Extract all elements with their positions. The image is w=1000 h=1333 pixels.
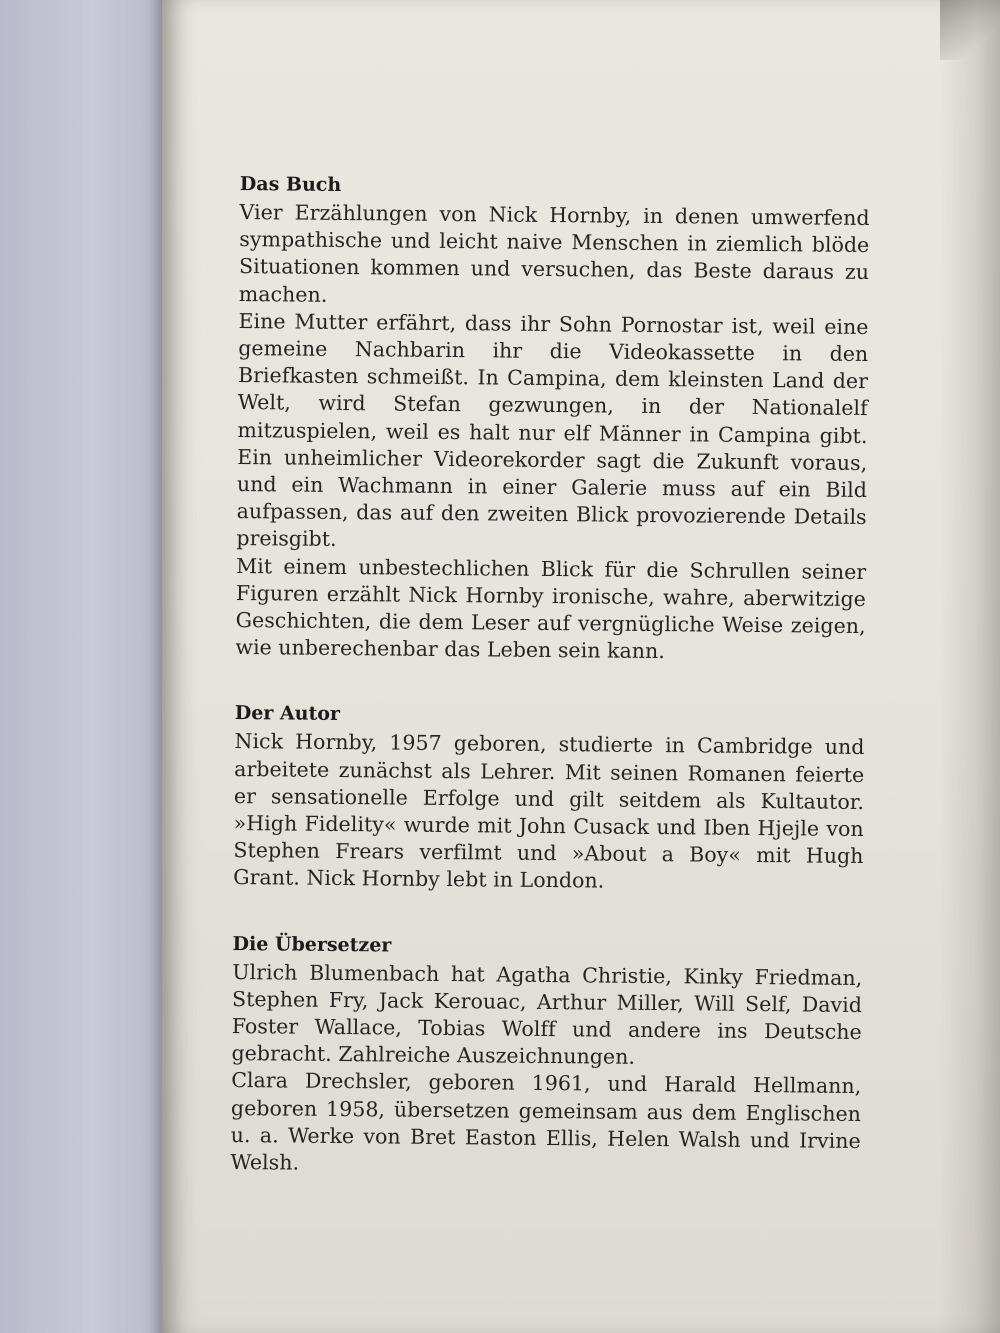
- section-heading: Der Autor: [234, 702, 341, 726]
- section-der-autor: [233, 699, 865, 897]
- section-paragraph: Ulrich Blumenbach hat Agatha Christie, Kinky Friedman, Stephen Fry, Jack Kerouac, Arthur Miller, Will Self, David Foster Wallace, Tobias Wolff und andere ins Deutsche gebracht. Zahlreiche Auszeichnungen.: [231, 959, 863, 1070]
- section-paragraph: Mit einem unbestechlichen Blick für die Schrullen seiner Figuren erzählt Nick Hornby ironische, wahre, aberwitzige Geschichten, die dem Leser auf vergnügliche Weise zeigen, wie unberechenbar das Leben sein kann.: [235, 553, 867, 664]
- section-paragraph: Eine Mutter erfährt, dass ihr Sohn Pornostar ist, weil eine gemeine Nachbarin ihr die Videokassette in den Briefkasten schmeißt. In Campina, dem kleinsten Land der Welt, wird Stefan gezwungen, in der Nationalelf mitzuspielen, weil es halt nur elf Männer in Campina gibt. Ein unheimlicher Videorekorder sagt die Zukunft voraus, und ein Wachmann in einer Galerie muss auf ein Bild aufpassen, das auf den zweiten Blick provozierende Details preisgibt.: [236, 308, 869, 552]
- left-page-blank: [0, 0, 168, 1333]
- section-heading: Das Buch: [239, 172, 342, 196]
- section-heading: Die Übersetzer: [232, 932, 392, 957]
- corner-shadow: [940, 0, 1000, 60]
- section-die-uebersetzer: [230, 930, 862, 1183]
- page-edge-shadow: [940, 0, 1000, 1333]
- page-text: [230, 170, 870, 1220]
- section-das-buch: [235, 170, 870, 667]
- section-paragraph: Nick Hornby, 1957 geboren, studierte in Cambridge und arbeitete zunächst als Lehrer. Mit seinen Romanen feierte er sensationelle Erfolge und gilt seitdem als Kultautor. »High Fidelity« wurde mit John Cusack und Iben Hjejle von Stephen Frears verfilmt und »About a Boy« mit Hugh Grant. Nick Hornby lebt in London.: [233, 729, 865, 893]
- section-paragraph: Vier Erzählungen von Nick Hornby, in denen umwerfend sympathische und leicht naive Menschen in ziemlich blöde Situationen kommen und versuchen, das Beste daraus zu machen.: [238, 199, 870, 307]
- section-paragraph: Clara Drechsler, geboren 1961, und Harald Hellmann, geboren 1958, übersetzen gemeinsam aus dem Englischen u. a. Werke von Bret Easton Ellis, Helen Walsh und Irvine Welsh.: [230, 1068, 862, 1175]
